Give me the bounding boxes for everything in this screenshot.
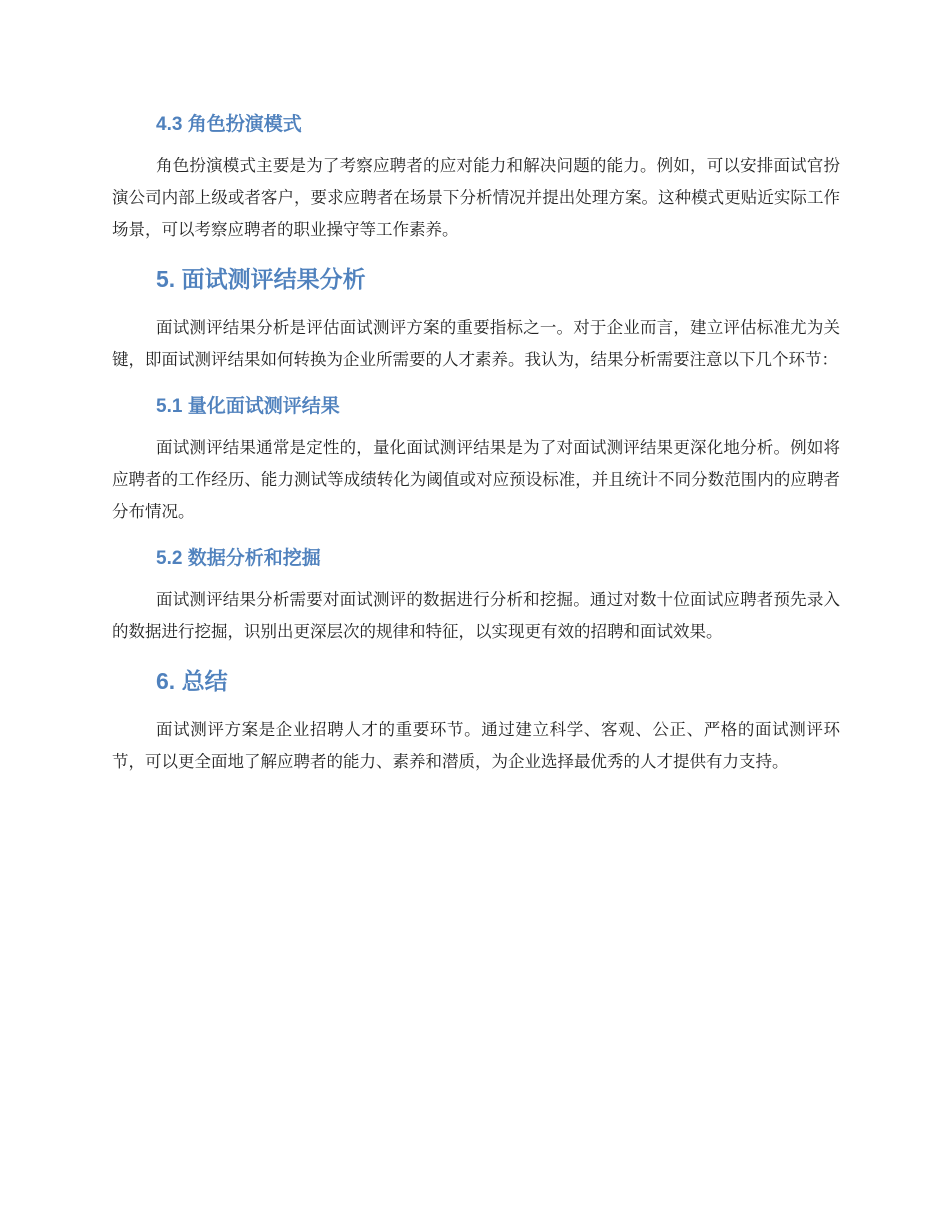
section-body-5: 面试测评结果分析是评估面试测评方案的重要指标之一。对于企业而言，建立评估标准尤为关键，即面试测评结果如何转换为企业所需要的人才素养。我认为，结果分析需要注意以下几个环节： xyxy=(112,318,840,369)
section-body-6: 面试测评方案是企业招聘人才的重要环节。通过建立科学、客观、公正、严格的面试测评环节，可以更全面地了解应聘者的能力、素养和潜质，为企业选择最优秀的人才提供有力支持。 xyxy=(112,720,840,771)
section-body-5-1: 面试测评结果通常是定性的，量化面试测评结果是为了对面试测评结果更深化地分析。例如将应聘者的工作经历、能力测试等成绩转化为阈值或对应预设标准，并且统计不同分数范围内的应聘者分布情况。 xyxy=(112,438,840,521)
section-heading-4-3: 4.3 角色扮演模式 xyxy=(156,114,302,135)
document-content xyxy=(112,108,840,778)
section-heading-5-2: 5.2 数据分析和挖掘 xyxy=(156,548,321,569)
section-body-5-2: 面试测评结果分析需要对面试测评的数据进行分析和挖掘。通过对数十位面试应聘者预先录入的数据进行挖掘，识别出更深层次的规律和特征，以实现更有效的招聘和面试效果。 xyxy=(112,590,840,641)
section-heading-5: 5. 面试测评结果分析 xyxy=(156,266,366,292)
section-heading-5-1: 5.1 量化面试测评结果 xyxy=(156,396,340,417)
section-body-4-3: 角色扮演模式主要是为了考察应聘者的应对能力和解决问题的能力。例如，可以安排面试官扮演公司内部上级或者客户，要求应聘者在场景下分析情况并提出处理方案。这种模式更贴近实际工作场景，可以考察应聘者的职业操守等工作素养。 xyxy=(112,156,840,239)
section-heading-6: 6. 总结 xyxy=(156,668,228,694)
